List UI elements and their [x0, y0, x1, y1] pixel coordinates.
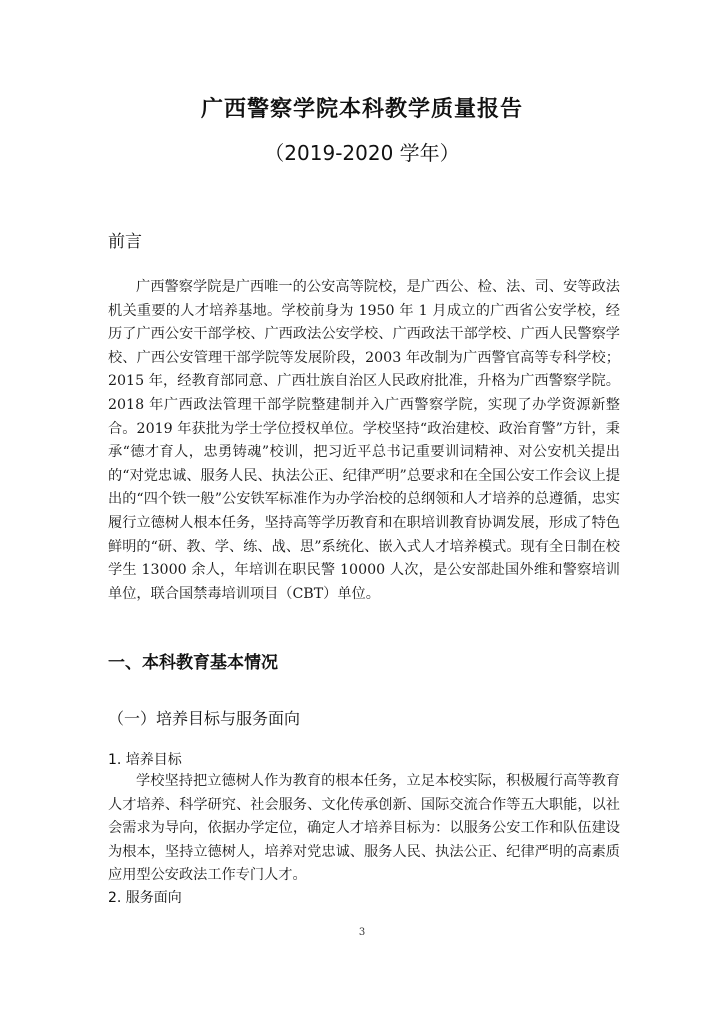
item-heading-training-goals: 1. 培养目标 — [108, 752, 182, 768]
page-number: 3 — [358, 927, 366, 938]
training-goals-paragraph-text: 学校坚持把立德树人作为教育的根本任务，立足本校实际，积极履行高等教育人才培养、科学研究、社会服务、文化传承创新、国际交流合作等五大职能，以社会需求为导向，依据办学定位，确定人才培养目标为：以服务公安工作和队伍建设为根本，坚持立德树人，培养对党忠诚、服务人民、执法公正、纪律严明的高素质应用型公安政法工作专门人才。 — [108, 773, 620, 884]
item-heading-service-orientation: 2. 服务面向 — [108, 890, 182, 906]
foreword-heading: 前言 — [108, 232, 142, 252]
report-title: 广西警察学院本科教学质量报告 — [200, 97, 523, 122]
subsection-heading: （一）培养目标与服务面向 — [108, 709, 301, 728]
training-goals-paragraph — [108, 770, 620, 888]
foreword-paragraph — [108, 276, 620, 606]
report-subtitle: （2019-2020 学年） — [264, 141, 460, 165]
foreword-paragraph-text: 广西警察学院是广西唯一的公安高等院校，是广西公、检、法、司、安等政法机关重要的人才培养基地。学校前身为 1950 年 1 月成立的广西省公安学校，经历了广西公安干部学校、广西政法公安学校、广西政法干部学校、广西人民警察学校、广西公安管理干部学院等发展阶段，2003 年改制为广西警官高等专科学校；2015 年，经教育部同意、广西壮族自治区人民政府批准，升格为广西警察学院。2018 年广西政法管理干部学院整建制并入广西警察学院，实现了办学资源新整合。2019 年获批为学士学位授权单位。学校坚持“政治建校、政治育警”方针，秉承“德才育人，忠勇铸魂”校训，把习近平总书记重要训词精神、对公安机关提出的“对党忠诚、服务人民、执法公正、纪律严明”总要求和在全国公安工作会议上提出的“四个铁一般”公安铁军标准作为办学治校的总纲领和人才培养的总遵循，忠实履行立德树人根本任务，坚持高等学历教育和在职培训教育协调发展，形成了特色鲜明的“研、教、学、练、战、思”系统化、嵌入式人才培养模式。现有全日制在校学生 13000 余人，年培训在职民警 10000 人次，是公安部赴国外维和警察培训单位，联合国禁毒培训项目（CBT）单位。 — [108, 279, 620, 602]
section-heading: 一、本科教育基本情况 — [108, 653, 278, 673]
